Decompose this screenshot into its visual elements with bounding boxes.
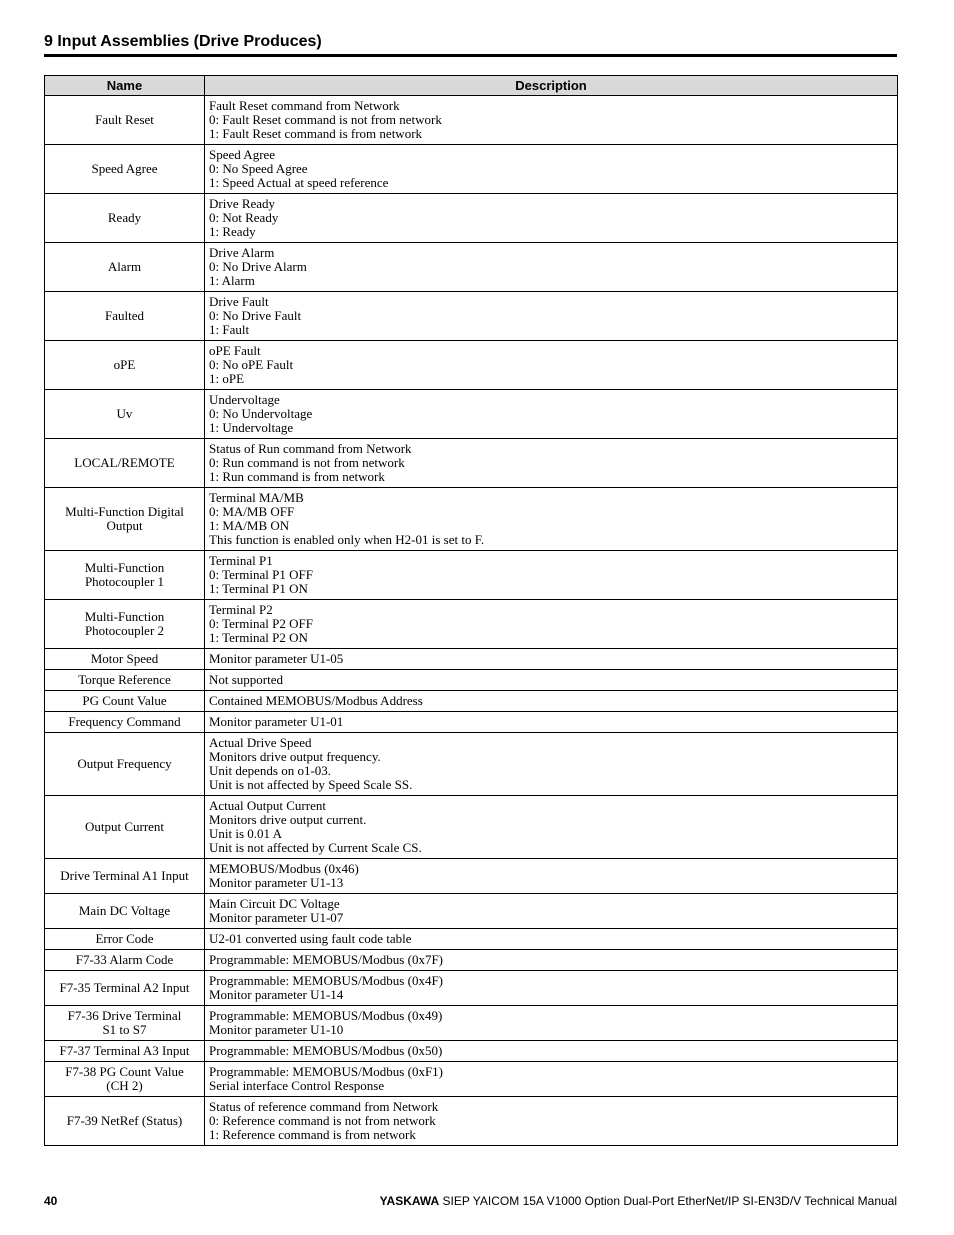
row-name-cell bbox=[45, 390, 205, 439]
row-description-line: Undervoltage bbox=[209, 392, 280, 407]
table-row bbox=[45, 243, 898, 292]
row-description-cell bbox=[205, 796, 898, 859]
row-description-cell bbox=[205, 194, 898, 243]
row-description-cell bbox=[205, 712, 898, 733]
table-row bbox=[45, 96, 898, 145]
row-name-line: Multi-Function Digital bbox=[65, 504, 184, 519]
row-description-cell bbox=[205, 96, 898, 145]
row-description-line: 1: Run command is from network bbox=[209, 469, 385, 484]
row-description-cell bbox=[205, 488, 898, 551]
row-description-line: 0: Run command is not from network bbox=[209, 455, 405, 470]
row-description-line: 0: No Speed Agree bbox=[209, 161, 308, 176]
row-description-line: 1: Fault Reset command is from network bbox=[209, 126, 423, 141]
table-row bbox=[45, 194, 898, 243]
row-name-line: Uv bbox=[116, 406, 133, 421]
row-name-cell bbox=[45, 691, 205, 712]
row-name-line: Error Code bbox=[95, 931, 154, 946]
row-name-line: S1 to S7 bbox=[102, 1022, 147, 1037]
table-row bbox=[45, 1006, 898, 1041]
row-name-cell bbox=[45, 649, 205, 670]
row-description-line: 1: Terminal P2 ON bbox=[209, 630, 308, 645]
row-name-line: Faulted bbox=[105, 308, 144, 323]
row-description-line: Unit depends on o1-03. bbox=[209, 763, 332, 778]
row-name-cell bbox=[45, 859, 205, 894]
row-description-line: Speed Agree bbox=[209, 147, 276, 162]
row-name-cell bbox=[45, 194, 205, 243]
row-description-line: 1: Fault bbox=[209, 322, 250, 337]
footer-document-title bbox=[380, 1194, 897, 1208]
footer-brand: YASKAWA bbox=[379, 1194, 440, 1208]
row-description-line: Terminal MA/MB bbox=[209, 490, 304, 505]
row-name-line: F7-36 Drive Terminal bbox=[67, 1008, 182, 1023]
row-name-cell bbox=[45, 1062, 205, 1097]
row-name-line: Torque Reference bbox=[78, 672, 171, 687]
row-description-line: 0: Not Ready bbox=[209, 210, 279, 225]
row-description-cell bbox=[205, 1097, 898, 1146]
row-description-cell bbox=[205, 929, 898, 950]
table-header-row bbox=[45, 76, 898, 96]
table-row bbox=[45, 1062, 898, 1097]
row-description-line: Monitor parameter U1-05 bbox=[209, 651, 344, 666]
row-name-line: F7-38 PG Count Value bbox=[65, 1064, 184, 1079]
row-description-line: Drive Fault bbox=[209, 294, 269, 309]
row-description-line: 0: No Undervoltage bbox=[209, 406, 313, 421]
row-name-line: Multi-Function bbox=[84, 560, 165, 575]
row-description-line: Terminal P2 bbox=[209, 602, 273, 617]
row-description-cell bbox=[205, 341, 898, 390]
row-description-line: Actual Drive Speed bbox=[209, 735, 312, 750]
row-name-line: Main DC Voltage bbox=[78, 903, 171, 918]
row-description-line: Status of reference command from Network bbox=[209, 1099, 439, 1114]
table-row bbox=[45, 292, 898, 341]
row-description-line: Status of Run command from Network bbox=[209, 441, 412, 456]
row-name-cell bbox=[45, 929, 205, 950]
row-name-line: Alarm bbox=[107, 259, 142, 274]
row-name-cell bbox=[45, 551, 205, 600]
table-body bbox=[45, 96, 898, 1146]
row-description-line: Monitor parameter U1-10 bbox=[209, 1022, 344, 1037]
table-row bbox=[45, 1097, 898, 1146]
row-description-line: This function is enabled only when H2-01 is set to F. bbox=[209, 532, 485, 547]
row-description-cell bbox=[205, 950, 898, 971]
row-name-line: Photocoupler 1 bbox=[84, 574, 165, 589]
row-description-line: 1: Speed Actual at speed reference bbox=[209, 175, 389, 190]
row-description-line: 0: MA/MB OFF bbox=[209, 504, 295, 519]
row-description-line: 0: Reference command is not from network bbox=[209, 1113, 436, 1128]
row-name-cell bbox=[45, 439, 205, 488]
row-description-cell bbox=[205, 551, 898, 600]
row-name-line: F7-37 Terminal A3 Input bbox=[59, 1043, 190, 1058]
row-name-line: Drive Terminal A1 Input bbox=[60, 868, 189, 883]
row-description-line: 1: MA/MB ON bbox=[209, 518, 290, 533]
row-description-cell bbox=[205, 600, 898, 649]
table-row bbox=[45, 712, 898, 733]
row-description-cell bbox=[205, 670, 898, 691]
row-name-line: Frequency Command bbox=[68, 714, 181, 729]
row-description-cell bbox=[205, 894, 898, 929]
row-name-line: F7-35 Terminal A2 Input bbox=[59, 980, 190, 995]
row-description-line: Actual Output Current bbox=[209, 798, 326, 813]
row-description-line: Contained MEMOBUS/Modbus Address bbox=[209, 693, 423, 708]
row-description-line: 0: No oPE Fault bbox=[209, 357, 294, 372]
row-name-cell bbox=[45, 1097, 205, 1146]
row-description-line: Unit is not affected by Speed Scale SS. bbox=[209, 777, 413, 792]
row-description-line: 1: Terminal P1 ON bbox=[209, 581, 308, 596]
row-description-line: 0: No Drive Alarm bbox=[209, 259, 307, 274]
footer-document-name: SIEP YAICOM 15A V1000 Option Dual-Port EtherNet/IP SI-EN3D/V Technical Manual bbox=[442, 1194, 897, 1208]
row-name-cell bbox=[45, 1041, 205, 1062]
row-name-line: F7-39 NetRef (Status) bbox=[66, 1113, 183, 1128]
row-name-line: F7-33 Alarm Code bbox=[75, 952, 174, 967]
page-number: 40 bbox=[44, 1194, 58, 1208]
row-description-line: Programmable: MEMOBUS/Modbus (0xF1) bbox=[209, 1064, 443, 1079]
row-name-line: Output bbox=[106, 518, 143, 533]
row-description-line: Monitors drive output frequency. bbox=[209, 749, 381, 764]
row-name-cell bbox=[45, 292, 205, 341]
row-description-line: Not supported bbox=[209, 672, 284, 687]
table-row bbox=[45, 670, 898, 691]
row-name-line: PG Count Value bbox=[82, 693, 167, 708]
row-description-cell bbox=[205, 439, 898, 488]
row-name-line: (CH 2) bbox=[106, 1078, 143, 1093]
row-description-line: 1: Ready bbox=[209, 224, 256, 239]
table-row bbox=[45, 1041, 898, 1062]
table-row bbox=[45, 390, 898, 439]
row-description-cell bbox=[205, 971, 898, 1006]
table-row bbox=[45, 929, 898, 950]
row-name-line: Multi-Function bbox=[84, 609, 165, 624]
row-description-line: Programmable: MEMOBUS/Modbus (0x49) bbox=[209, 1008, 443, 1023]
row-description-line: MEMOBUS/Modbus (0x46) bbox=[209, 861, 359, 876]
row-description-cell bbox=[205, 145, 898, 194]
row-name-cell bbox=[45, 971, 205, 1006]
table-row bbox=[45, 551, 898, 600]
row-description-line: 0: Fault Reset command is not from network bbox=[209, 112, 442, 127]
row-description-line: Programmable: MEMOBUS/Modbus (0x4F) bbox=[209, 973, 443, 988]
table-row bbox=[45, 859, 898, 894]
row-name-line: Photocoupler 2 bbox=[84, 623, 165, 638]
row-name-cell bbox=[45, 950, 205, 971]
row-description-line: Monitors drive output current. bbox=[209, 812, 367, 827]
row-description-cell bbox=[205, 733, 898, 796]
table-row bbox=[45, 894, 898, 929]
table-row bbox=[45, 600, 898, 649]
row-description-line: Monitor parameter U1-14 bbox=[209, 987, 344, 1002]
row-name-line: Speed Agree bbox=[91, 161, 158, 176]
row-description-line: 1: Alarm bbox=[209, 273, 255, 288]
table-row bbox=[45, 733, 898, 796]
table-row bbox=[45, 649, 898, 670]
row-name-line: Motor Speed bbox=[90, 651, 159, 666]
table-row bbox=[45, 950, 898, 971]
table-row bbox=[45, 796, 898, 859]
row-name-line: Output Frequency bbox=[77, 756, 172, 771]
row-description-line: Main Circuit DC Voltage bbox=[209, 896, 340, 911]
row-description-cell bbox=[205, 859, 898, 894]
row-name-cell bbox=[45, 894, 205, 929]
row-name-cell bbox=[45, 488, 205, 551]
row-description-line: oPE Fault bbox=[209, 343, 261, 358]
section-divider bbox=[44, 54, 897, 57]
row-description-line: Drive Alarm bbox=[209, 245, 275, 260]
table-row bbox=[45, 488, 898, 551]
row-description-line: Programmable: MEMOBUS/Modbus (0x7F) bbox=[209, 952, 443, 967]
row-description-cell bbox=[205, 649, 898, 670]
row-description-line: Drive Ready bbox=[209, 196, 276, 211]
row-description-cell bbox=[205, 1041, 898, 1062]
row-name-line: Ready bbox=[107, 210, 142, 225]
row-description-cell bbox=[205, 1062, 898, 1097]
row-name-cell bbox=[45, 341, 205, 390]
row-name-cell bbox=[45, 145, 205, 194]
row-description-cell bbox=[205, 1006, 898, 1041]
row-description-cell bbox=[205, 390, 898, 439]
row-description-line: Fault Reset command from Network bbox=[209, 98, 400, 113]
row-name-line: Output Current bbox=[84, 819, 165, 834]
row-name-cell bbox=[45, 733, 205, 796]
row-description-line: Monitor parameter U1-13 bbox=[209, 875, 344, 890]
row-name-line: LOCAL/REMOTE bbox=[74, 455, 175, 470]
table-row bbox=[45, 691, 898, 712]
row-description-cell bbox=[205, 243, 898, 292]
row-description-line: Monitor parameter U1-07 bbox=[209, 910, 344, 925]
row-name-cell bbox=[45, 712, 205, 733]
row-description-line: Monitor parameter U1-01 bbox=[209, 714, 344, 729]
row-description-cell bbox=[205, 691, 898, 712]
row-description-line: Unit is not affected by Current Scale CS. bbox=[209, 840, 422, 855]
row-name-cell bbox=[45, 96, 205, 145]
table-row bbox=[45, 971, 898, 1006]
section-title: 9 Input Assemblies (Drive Produces) bbox=[44, 33, 322, 50]
column-header-name: Name bbox=[45, 76, 205, 96]
table-row bbox=[45, 439, 898, 488]
row-name-cell bbox=[45, 600, 205, 649]
row-name-cell bbox=[45, 243, 205, 292]
row-description-cell bbox=[205, 292, 898, 341]
row-description-line: 1: oPE bbox=[209, 371, 245, 386]
row-description-line: Terminal P1 bbox=[209, 553, 273, 568]
row-description-line: Unit is 0.01 A bbox=[209, 826, 282, 841]
row-description-line: Serial interface Control Response bbox=[209, 1078, 385, 1093]
row-name-cell bbox=[45, 670, 205, 691]
row-description-line: U2-01 converted using fault code table bbox=[209, 931, 412, 946]
row-name-line: oPE bbox=[113, 357, 136, 372]
table-row bbox=[45, 341, 898, 390]
row-name-cell bbox=[45, 796, 205, 859]
row-name-cell bbox=[45, 1006, 205, 1041]
row-description-line: 1: Undervoltage bbox=[209, 420, 294, 435]
input-assemblies-table bbox=[44, 75, 898, 1146]
row-description-line: 1: Reference command is from network bbox=[209, 1127, 416, 1142]
table-row bbox=[45, 145, 898, 194]
row-description-line: Programmable: MEMOBUS/Modbus (0x50) bbox=[209, 1043, 443, 1058]
row-description-line: 0: No Drive Fault bbox=[209, 308, 302, 323]
column-header-description: Description bbox=[205, 76, 898, 96]
row-description-line: 0: Terminal P1 OFF bbox=[209, 567, 313, 582]
row-name-line: Fault Reset bbox=[95, 112, 154, 127]
row-description-line: 0: Terminal P2 OFF bbox=[209, 616, 313, 631]
